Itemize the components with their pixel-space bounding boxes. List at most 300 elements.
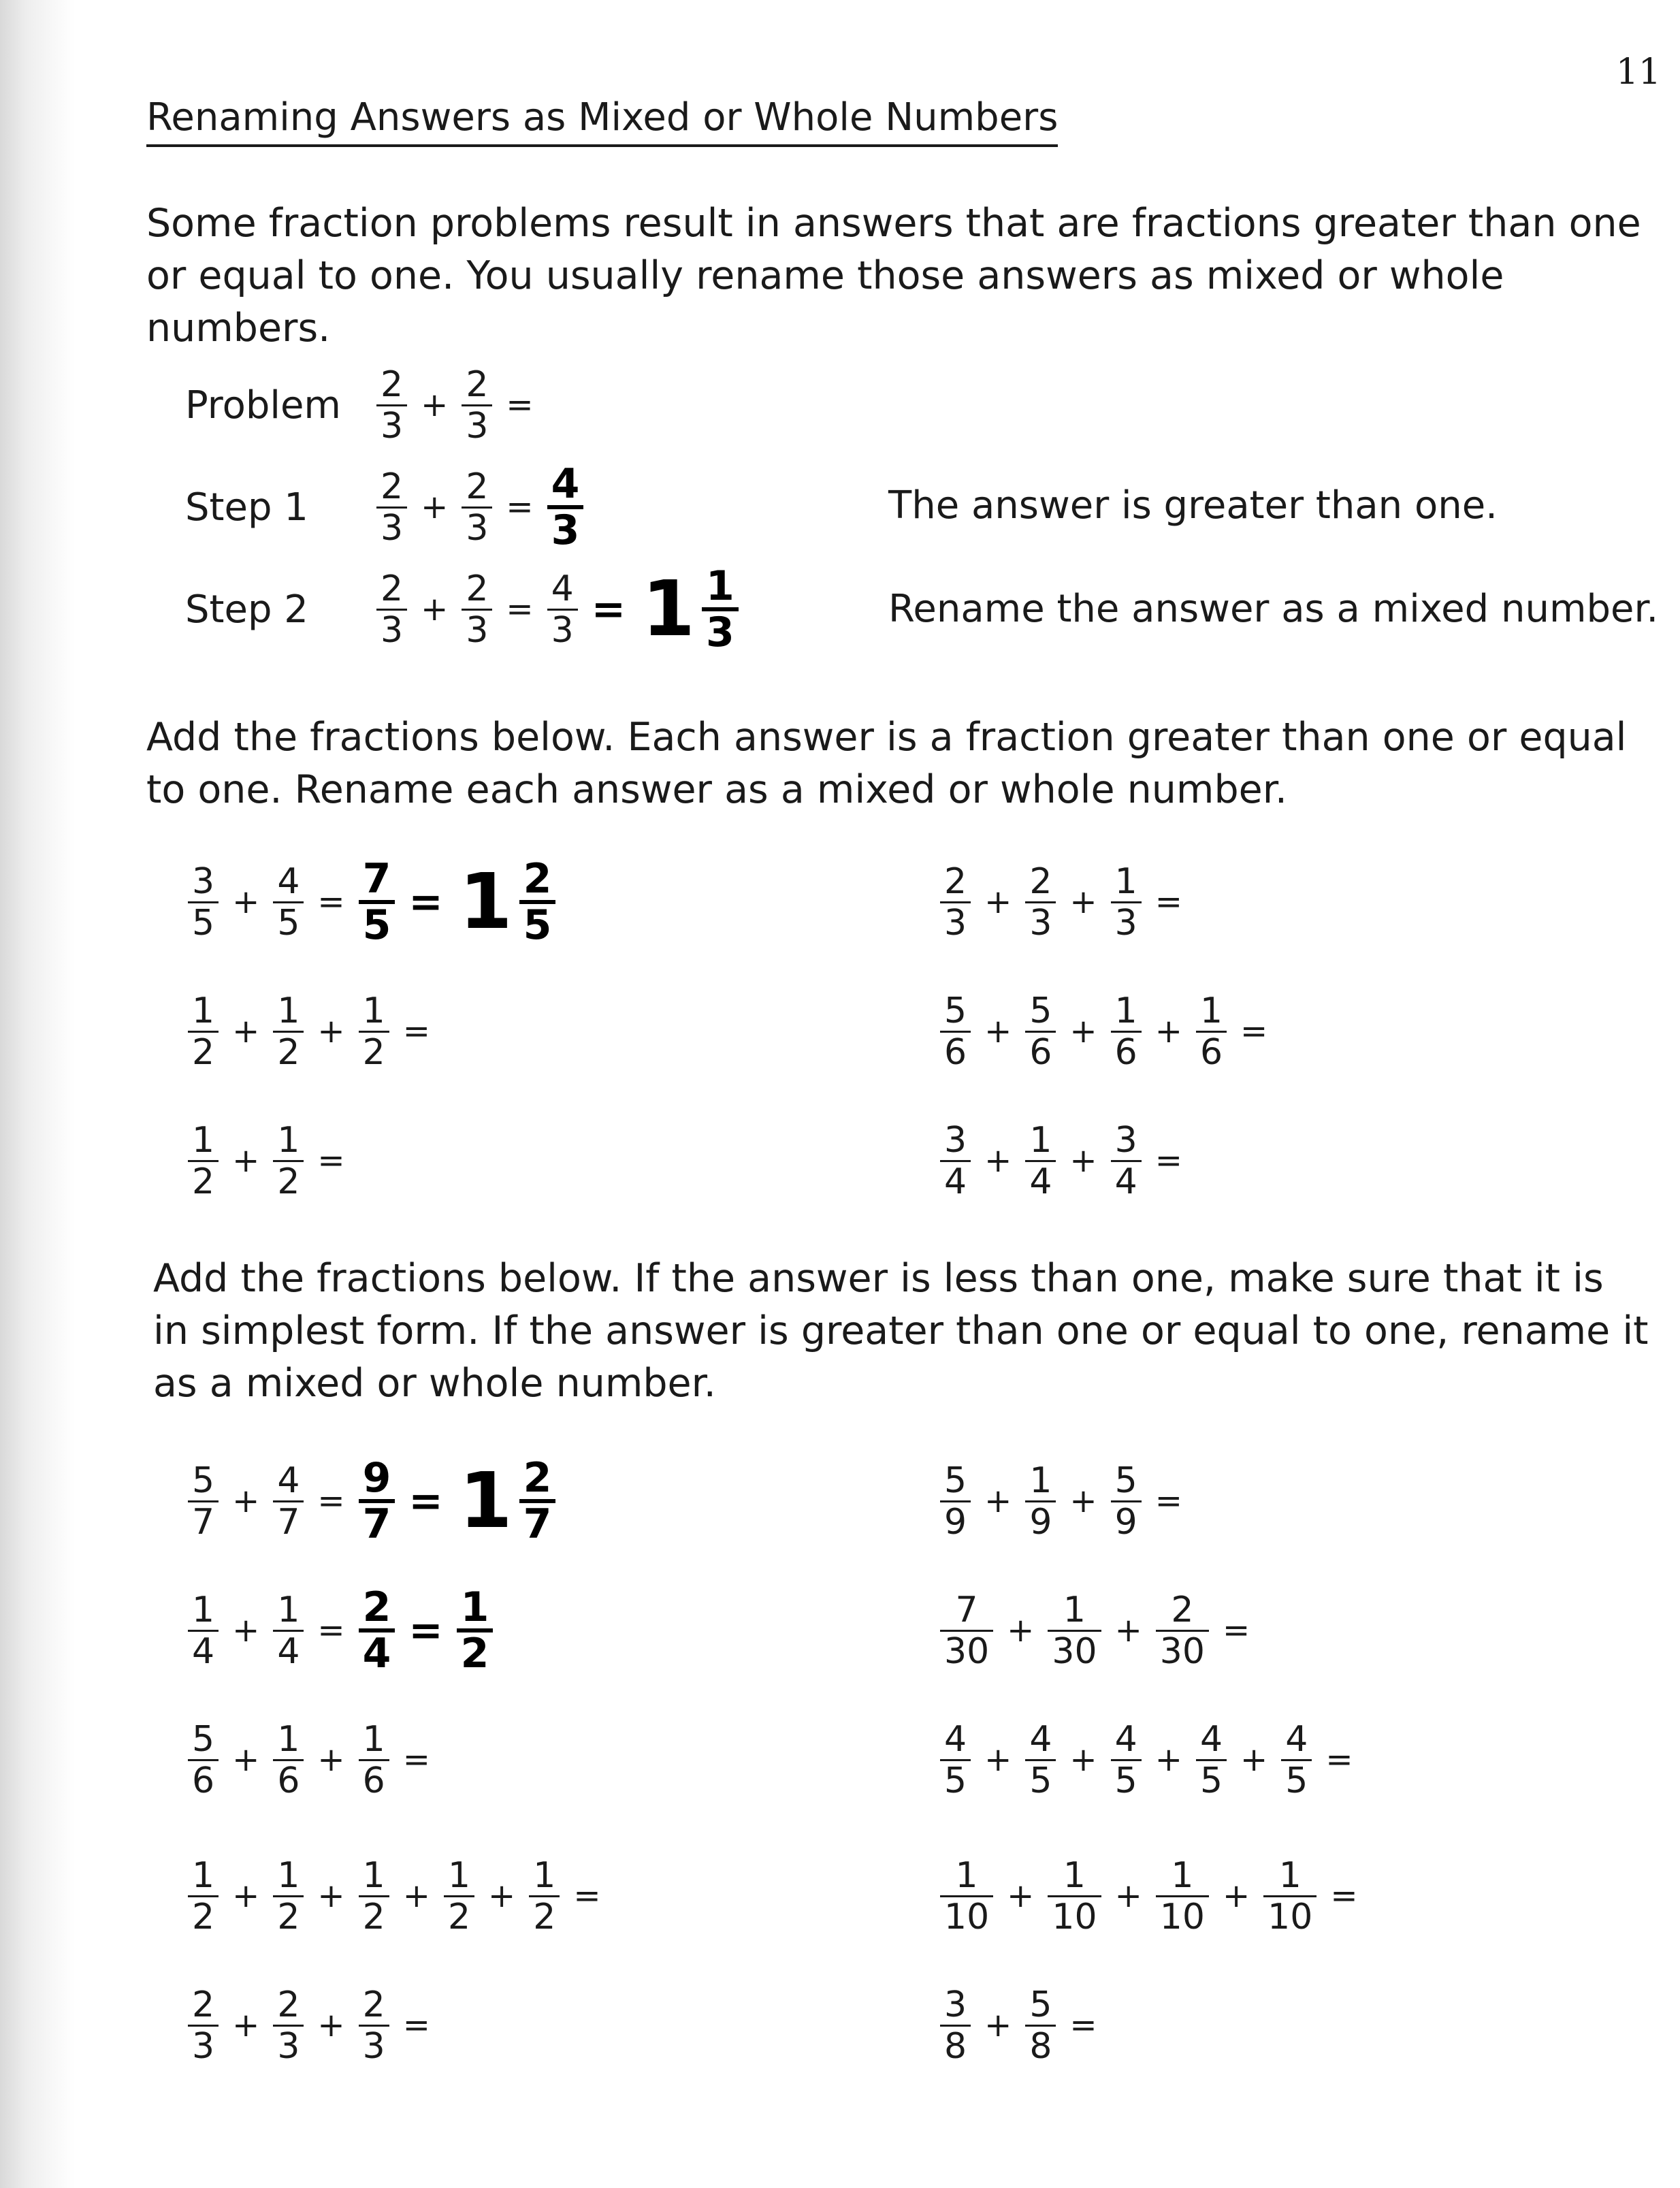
- fraction: [188, 991, 219, 1072]
- denominator: 3: [359, 2025, 389, 2066]
- numerator: 3: [944, 1119, 967, 1161]
- numerator: 5: [192, 1718, 215, 1760]
- fraction: [1025, 862, 1056, 943]
- denominator: 2: [457, 1628, 494, 1675]
- fraction: [273, 1590, 304, 1671]
- page-binding-shadow: [0, 0, 75, 2188]
- denominator: 4: [273, 1630, 304, 1671]
- equals-sign: =: [1325, 1741, 1353, 1779]
- section2-problem-1: [184, 1450, 560, 1552]
- problem-equation: [936, 1590, 1259, 1671]
- plus-sign: +: [984, 1012, 1012, 1050]
- denominator: 6: [359, 1759, 389, 1801]
- denominator: 2: [359, 1031, 389, 1072]
- denominator: 10: [940, 1895, 993, 1937]
- plus-sign: +: [1069, 1142, 1097, 1180]
- plus-sign: +: [232, 883, 260, 921]
- numerator: 4: [1029, 1718, 1052, 1760]
- equals-sign: =: [317, 1142, 345, 1180]
- fraction: [940, 1856, 993, 1937]
- fraction: [273, 1720, 304, 1801]
- problem-equation: [184, 1720, 440, 1801]
- problem-equation: [936, 991, 1277, 1072]
- fraction: [1263, 1856, 1316, 1937]
- plus-sign: +: [984, 1482, 1012, 1520]
- denominator: 4: [188, 1630, 219, 1671]
- numerator: 1: [362, 1718, 385, 1760]
- section1-problem-1: [184, 851, 560, 953]
- plus-sign: +: [488, 1877, 516, 1915]
- section2-problem-4: [936, 1579, 1259, 1682]
- plus-sign: +: [1007, 1877, 1035, 1915]
- plus-sign: +: [232, 1012, 260, 1050]
- row-label: Step 2: [185, 587, 308, 632]
- denominator: 7: [359, 1499, 395, 1545]
- denominator: 3: [702, 607, 739, 654]
- denominator: 5: [273, 901, 304, 943]
- numerator: 1: [277, 990, 300, 1031]
- plus-sign: +: [317, 2006, 345, 2044]
- equals-sign: =: [506, 386, 534, 424]
- row-label: Step 1: [185, 485, 308, 530]
- mixed-whole-part: 1: [642, 565, 695, 654]
- handwritten-fraction: [547, 460, 584, 554]
- equals-sign: =: [317, 883, 345, 921]
- intro-paragraph: Some fraction problems result in answers that are fractions greater than one or equal to one. You usually rename those answers as mixed or whole numbers.: [146, 201, 1641, 351]
- denominator: 9: [1025, 1500, 1056, 1542]
- numerator: 4: [277, 1460, 300, 1501]
- numerator: 2: [362, 1984, 385, 2025]
- example-equation: [372, 562, 743, 656]
- denominator: 10: [1048, 1895, 1101, 1937]
- numerator: 5: [1029, 990, 1052, 1031]
- denominator: 6: [940, 1031, 971, 1072]
- fraction: [1111, 862, 1142, 943]
- fraction: [359, 1720, 389, 1801]
- fraction: [1048, 1590, 1101, 1671]
- denominator: 2: [188, 1160, 219, 1202]
- numerator: 1: [362, 990, 385, 1031]
- denominator: 3: [462, 506, 492, 548]
- fraction: [940, 1590, 993, 1671]
- problem-equation: [184, 1583, 497, 1677]
- plus-sign: +: [1240, 1741, 1268, 1779]
- section1-instructions: Add the fractions below. Each answer is a fraction greater than one or equal to one. Rename each answer as a mixed or whole number.: [146, 715, 1627, 812]
- numerator: 2: [381, 364, 404, 405]
- section2-instructions: Add the fractions below. If the answer is less than one, make sure that it is in simplest form. If the answer is greater than one or equal to one, rename it as a mixed or whole number.: [153, 1256, 1649, 1406]
- denominator: 3: [188, 2025, 219, 2066]
- denominator: 6: [273, 1759, 304, 1801]
- mixed-whole-part: 1: [459, 1457, 513, 1545]
- fraction: [940, 991, 971, 1072]
- row-label: Problem: [185, 383, 341, 428]
- section1-problem-3: [184, 980, 440, 1082]
- fraction: [188, 1590, 219, 1671]
- example-equation: [372, 460, 587, 554]
- equals-sign: =: [1154, 883, 1182, 921]
- fraction: [273, 1461, 304, 1542]
- denominator: 4: [1111, 1160, 1142, 1202]
- plus-sign: +: [1222, 1877, 1250, 1915]
- equals-sign: =: [402, 1741, 430, 1779]
- section1-problem-5: [184, 1110, 355, 1212]
- handwritten-equals-sign: =: [408, 1477, 443, 1525]
- numerator: 2: [1171, 1589, 1194, 1630]
- plus-sign: +: [317, 1012, 345, 1050]
- plus-sign: +: [984, 2006, 1012, 2044]
- plus-sign: +: [421, 590, 449, 628]
- denominator: 30: [940, 1630, 993, 1671]
- numerator: 5: [1029, 1984, 1052, 2025]
- denominator: 9: [1111, 1500, 1142, 1542]
- fraction: [1111, 1121, 1142, 1202]
- fraction: [359, 1856, 389, 1937]
- handwritten-fraction: [457, 1583, 494, 1677]
- plus-sign: +: [1007, 1611, 1035, 1650]
- equals-sign: =: [506, 590, 534, 628]
- equals-sign: =: [1222, 1611, 1250, 1650]
- plus-sign: +: [232, 1142, 260, 1180]
- fraction: [462, 467, 492, 548]
- plus-sign: +: [421, 488, 449, 526]
- problem-equation: [184, 1985, 440, 2066]
- numerator: 1: [192, 990, 215, 1031]
- numerator: 2: [192, 1984, 215, 2025]
- denominator: 5: [940, 1759, 971, 1801]
- fraction: [188, 862, 219, 943]
- equals-sign: =: [1154, 1482, 1182, 1520]
- fraction: [376, 365, 407, 446]
- fraction: [376, 467, 407, 548]
- denominator: 6: [1111, 1031, 1142, 1072]
- denominator: 3: [462, 404, 492, 446]
- denominator: 3: [462, 609, 492, 650]
- numerator: 9: [362, 1454, 391, 1502]
- denominator: 2: [273, 1031, 304, 1072]
- section2-problem-5: [184, 1709, 440, 1811]
- numerator: 5: [944, 1460, 967, 1501]
- numerator: 1: [1063, 1854, 1086, 1896]
- plus-sign: +: [232, 1877, 260, 1915]
- denominator: 3: [273, 2025, 304, 2066]
- denominator: 5: [519, 900, 556, 946]
- fraction: [462, 569, 492, 650]
- numerator: 1: [1063, 1589, 1086, 1630]
- numerator: 1: [277, 1854, 300, 1896]
- denominator: 5: [188, 901, 219, 943]
- mixed-whole-part: 1: [459, 858, 513, 946]
- numerator: 1: [1029, 1460, 1052, 1501]
- page-number: 11: [1615, 52, 1661, 93]
- plus-sign: +: [232, 2006, 260, 2044]
- fraction: [1196, 991, 1227, 1072]
- fraction: [376, 569, 407, 650]
- example-row-step2: [185, 558, 743, 660]
- section2-problem-7: [184, 1845, 611, 1947]
- denominator: 4: [940, 1160, 971, 1202]
- denominator: 5: [1281, 1759, 1312, 1801]
- problem-equation: [184, 991, 440, 1072]
- denominator: 5: [1196, 1759, 1227, 1801]
- denominator: 4: [1025, 1160, 1056, 1202]
- fraction: [529, 1856, 560, 1937]
- plus-sign: +: [1154, 1741, 1182, 1779]
- fraction: [1025, 991, 1056, 1072]
- fraction: [188, 1856, 219, 1937]
- plus-sign: +: [317, 1741, 345, 1779]
- numerator: 1: [1199, 990, 1223, 1031]
- numerator: 1: [192, 1854, 215, 1896]
- plus-sign: +: [232, 1611, 260, 1650]
- denominator: 30: [1048, 1630, 1101, 1671]
- numerator: 2: [1029, 860, 1052, 902]
- fraction: [188, 1121, 219, 1202]
- numerator: 1: [1114, 990, 1137, 1031]
- denominator: 3: [1025, 901, 1056, 943]
- numerator: 4: [551, 568, 574, 609]
- plus-sign: +: [984, 1142, 1012, 1180]
- denominator: 2: [529, 1895, 560, 1937]
- denominator: 3: [376, 609, 407, 650]
- fraction: [273, 1121, 304, 1202]
- fraction: [1156, 1856, 1209, 1937]
- numerator: 2: [381, 466, 404, 507]
- handwritten-fraction: [359, 855, 395, 949]
- denominator: 7: [273, 1500, 304, 1542]
- numerator: 5: [192, 1460, 215, 1501]
- equals-sign: =: [402, 1012, 430, 1050]
- section1-problem-2: [936, 851, 1192, 953]
- numerator: 2: [466, 466, 489, 507]
- denominator: 5: [1111, 1759, 1142, 1801]
- numerator: 1: [1114, 860, 1137, 902]
- fraction: [1281, 1720, 1312, 1801]
- section2-problem-2: [936, 1450, 1192, 1552]
- plus-sign: +: [402, 1877, 430, 1915]
- plus-sign: +: [1069, 1482, 1097, 1520]
- section2-problem-3: [184, 1579, 497, 1682]
- denominator: 3: [376, 506, 407, 548]
- denominator: 2: [273, 1895, 304, 1937]
- fraction: [188, 1720, 219, 1801]
- numerator: 1: [362, 1854, 385, 1896]
- denominator: 9: [940, 1500, 971, 1542]
- denominator: 5: [359, 900, 395, 946]
- fraction: [940, 1121, 971, 1202]
- problem-equation: [936, 1121, 1192, 1202]
- section2-problem-8: [936, 1845, 1368, 1947]
- fraction: [462, 365, 492, 446]
- fraction: [940, 862, 971, 943]
- plus-sign: +: [1069, 1012, 1097, 1050]
- section2-problem-10: [936, 1974, 1107, 2076]
- fraction: [1111, 991, 1142, 1072]
- numerator: 2: [277, 1984, 300, 2025]
- denominator: 3: [376, 404, 407, 446]
- numerator: 4: [1285, 1718, 1308, 1760]
- numerator: 1: [277, 1119, 300, 1161]
- fraction: [273, 991, 304, 1072]
- fraction: [1025, 1461, 1056, 1542]
- numerator: 2: [944, 860, 967, 902]
- numerator: 1: [447, 1854, 471, 1896]
- numerator: 5: [944, 990, 967, 1031]
- fraction: [1025, 1720, 1056, 1801]
- denominator: 2: [188, 1895, 219, 1937]
- numerator: 7: [362, 855, 391, 903]
- denominator: 6: [1196, 1031, 1227, 1072]
- denominator: 8: [940, 2025, 971, 2066]
- fraction: [940, 1985, 971, 2066]
- problem-equation: [936, 1720, 1363, 1801]
- denominator: 6: [1025, 1031, 1056, 1072]
- denominator: 2: [359, 1895, 389, 1937]
- denominator: 2: [273, 1160, 304, 1202]
- denominator: 5: [1025, 1759, 1056, 1801]
- section1-problem-4: [936, 980, 1277, 1082]
- handwritten-equals-sign: =: [408, 1607, 443, 1654]
- step2-note: Rename the answer as a mixed number.: [888, 587, 1659, 631]
- step1-note: The answer is greater than one.: [888, 483, 1498, 528]
- page-title: Renaming Answers as Mixed or Whole Numbers: [146, 94, 1058, 147]
- handwritten-fraction: [359, 1583, 395, 1677]
- numerator: 3: [192, 860, 215, 902]
- fraction: [188, 1461, 219, 1542]
- plus-sign: +: [232, 1741, 260, 1779]
- denominator: 30: [1156, 1630, 1209, 1671]
- handwritten-fraction: [519, 1454, 556, 1548]
- fraction: [1111, 1720, 1142, 1801]
- numerator: 2: [466, 364, 489, 405]
- equals-sign: =: [506, 488, 534, 526]
- numerator: 5: [1114, 1460, 1137, 1501]
- numerator: 1: [192, 1119, 215, 1161]
- fraction: [359, 1985, 389, 2066]
- denominator: 3: [547, 609, 578, 650]
- denominator: 8: [1025, 2025, 1056, 2066]
- handwritten-equals-sign: =: [591, 585, 626, 633]
- denominator: 2: [444, 1895, 474, 1937]
- example-row-problem: [185, 354, 543, 456]
- numerator: 1: [277, 1589, 300, 1630]
- numerator: 1: [460, 1583, 489, 1631]
- handwritten-equals-sign: =: [408, 878, 443, 926]
- plus-sign: +: [421, 386, 449, 424]
- numerator: 7: [955, 1589, 978, 1630]
- denominator: 10: [1156, 1895, 1209, 1937]
- numerator: 2: [362, 1583, 391, 1631]
- equals-sign: =: [1240, 1012, 1268, 1050]
- handwritten-fraction: [359, 1454, 395, 1548]
- fraction: [1196, 1720, 1227, 1801]
- plus-sign: +: [232, 1482, 260, 1520]
- fraction: [273, 1856, 304, 1937]
- fraction: [273, 1985, 304, 2066]
- denominator: 7: [188, 1500, 219, 1542]
- problem-equation: [936, 1461, 1192, 1542]
- denominator: 10: [1263, 1895, 1316, 1937]
- fraction: [1156, 1590, 1209, 1671]
- numerator: 4: [944, 1718, 967, 1760]
- denominator: 3: [940, 901, 971, 943]
- plus-sign: +: [317, 1877, 345, 1915]
- numerator: 3: [944, 1984, 967, 2025]
- plus-sign: +: [984, 1741, 1012, 1779]
- problem-equation: [936, 1856, 1368, 1937]
- plus-sign: +: [1069, 1741, 1097, 1779]
- plus-sign: +: [1069, 883, 1097, 921]
- numerator: 1: [1278, 1854, 1302, 1896]
- numerator: 4: [1199, 1718, 1223, 1760]
- numerator: 2: [381, 568, 404, 609]
- plus-sign: +: [1154, 1012, 1182, 1050]
- numerator: 4: [1114, 1718, 1137, 1760]
- numerator: 1: [705, 562, 734, 610]
- fraction: [547, 569, 578, 650]
- denominator: 6: [188, 1759, 219, 1801]
- fraction: [188, 1985, 219, 2066]
- problem-equation: [184, 1454, 560, 1548]
- numerator: 2: [523, 1454, 552, 1502]
- fraction: [359, 991, 389, 1072]
- equals-sign: =: [317, 1482, 345, 1520]
- section2-problem-9: [184, 1974, 440, 2076]
- numerator: 1: [1171, 1854, 1194, 1896]
- numerator: 1: [533, 1854, 556, 1896]
- equals-sign: =: [1069, 2006, 1097, 2044]
- denominator: 3: [1111, 901, 1142, 943]
- plus-sign: +: [1114, 1877, 1142, 1915]
- numerator: 4: [551, 460, 580, 508]
- fraction: [273, 862, 304, 943]
- problem-equation: [936, 1985, 1107, 2066]
- denominator: 3: [547, 505, 584, 551]
- numerator: 1: [277, 1718, 300, 1760]
- equals-sign: =: [402, 2006, 430, 2044]
- plus-sign: +: [984, 883, 1012, 921]
- denominator: 4: [359, 1628, 395, 1675]
- numerator: 1: [192, 1589, 215, 1630]
- fraction: [940, 1461, 971, 1542]
- problem-equation: [184, 1121, 355, 1202]
- fraction: [940, 1720, 971, 1801]
- equals-sign: =: [573, 1877, 601, 1915]
- fraction: [444, 1856, 474, 1937]
- denominator: 7: [519, 1499, 556, 1545]
- fraction: [1025, 1985, 1056, 2066]
- fraction: [1111, 1461, 1142, 1542]
- equals-sign: =: [1154, 1142, 1182, 1180]
- equals-sign: =: [317, 1611, 345, 1650]
- example-equation: [372, 365, 543, 446]
- problem-equation: [184, 855, 560, 949]
- example-row-step1: [185, 456, 587, 558]
- section2-problem-6: [936, 1709, 1363, 1811]
- handwritten-fraction: [519, 855, 556, 949]
- numerator: 2: [523, 855, 552, 903]
- plus-sign: +: [1114, 1611, 1142, 1650]
- fraction: [1048, 1856, 1101, 1937]
- numerator: 1: [1029, 1119, 1052, 1161]
- numerator: 1: [955, 1854, 978, 1896]
- numerator: 4: [277, 860, 300, 902]
- handwritten-fraction: [702, 562, 739, 656]
- numerator: 3: [1114, 1119, 1137, 1161]
- denominator: 2: [188, 1031, 219, 1072]
- fraction: [1025, 1121, 1056, 1202]
- equals-sign: =: [1330, 1877, 1358, 1915]
- numerator: 2: [466, 568, 489, 609]
